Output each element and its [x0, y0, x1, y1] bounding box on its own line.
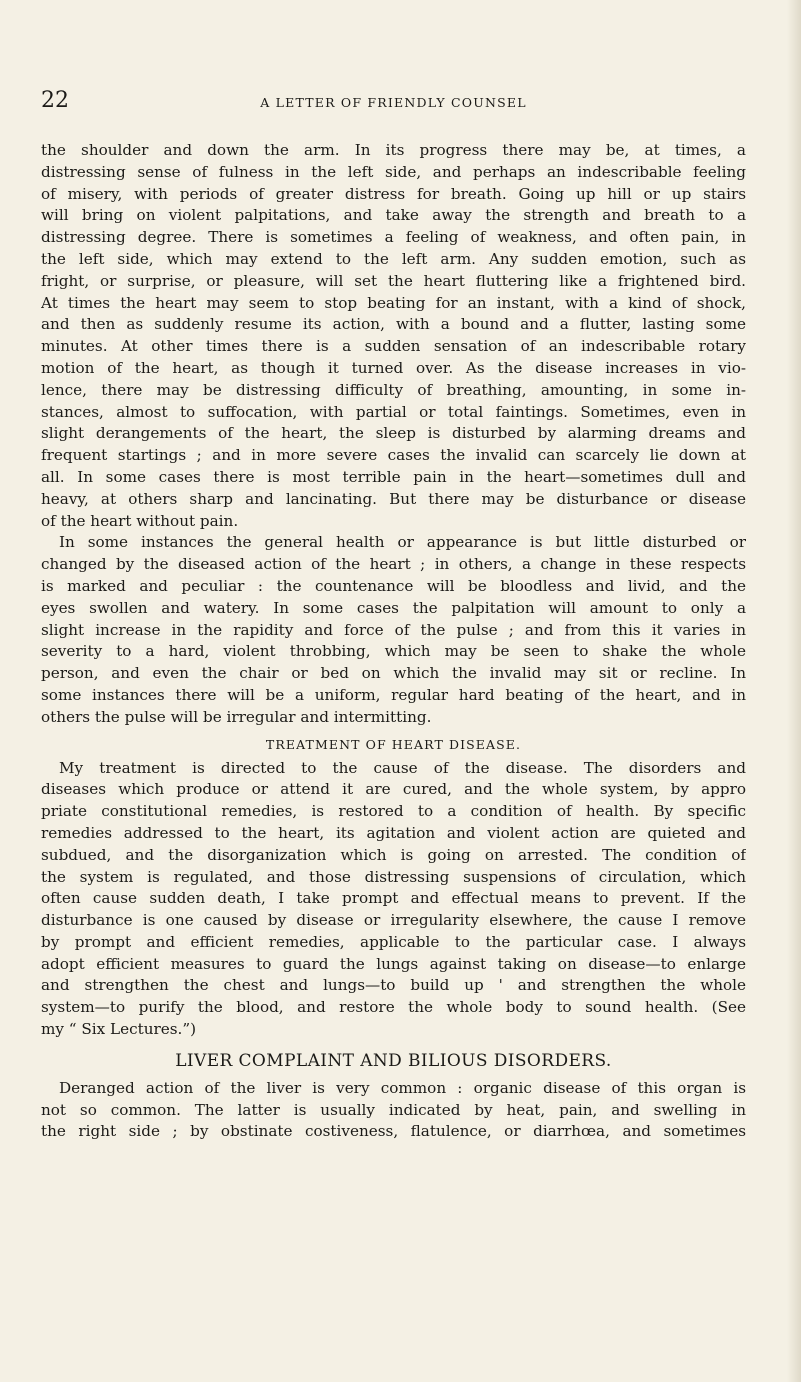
text-line: priate constitutional remedies, is restored to a condition of health. By specific: [41, 802, 746, 821]
paragraph-general-health: [41, 532, 746, 728]
text-line: heavy, at others sharp and lancinating. But there may be disturbance or disease: [41, 489, 746, 508]
text-line: and strengthen the chest and lungs—to build up ' and strengthen the whole: [41, 976, 746, 995]
text-line: others the pulse will be irregular and intermitting.: [41, 707, 432, 726]
text-line: subdued, and the disorganization which is going on arrested. The condition of: [41, 845, 746, 864]
text-line: distressing sense of fulness in the left side, and perhaps an indescribable feeling: [41, 162, 746, 181]
text-line: changed by the diseased action of the heart ; in others, a change in these respects: [41, 555, 746, 574]
text-line: remedies addressed to the heart, its agitation and violent action are quieted and: [41, 823, 746, 842]
text-line: frequent startings ; and in more severe cases the invalid can scarcely lie down at: [41, 446, 746, 465]
text-line: lence, there may be distressing difficulty of breathing, amounting, in some in-: [41, 380, 746, 399]
text-line: of the heart without pain.: [41, 511, 239, 530]
text-line: the shoulder and down the arm. In its progress there may be, at times, a: [41, 141, 746, 159]
text-line: often cause sudden death, I take prompt and effectual means to prevent. If the: [41, 889, 746, 908]
text-line: the system is regulated, and those distressing suspensions of circulation, which: [41, 867, 746, 886]
text-line: some instances there will be a uniform, regular hard beating of the heart, and in: [41, 685, 746, 704]
text-line: person, and even the chair or bed on which the invalid may sit or recline. In: [41, 664, 746, 683]
text-line: adopt efficient measures to guard the lungs against taking on disease—to enlarge: [41, 954, 746, 973]
text-line: the left side, which may extend to the left arm. Any sudden emotion, such as: [41, 249, 746, 268]
section-heading-liver: LIVER COMPLAINT AND BILIOUS DISORDERS.: [175, 1050, 612, 1071]
text-line: will bring on violent palpitations, and take away the strength and breath to a: [41, 206, 746, 225]
text-line: slight derangements of the heart, the sleep is disturbed by alarming dreams and: [41, 424, 746, 443]
text-line: slight increase in the rapidity and force of the pulse ; and from this it varies in: [41, 620, 746, 639]
page-edge-shadow: [787, 0, 801, 1382]
running-title: A LETTER OF FRIENDLY COUNSEL: [260, 95, 527, 110]
text-line: eyes swollen and watery. In some cases the palpitation will amount to only a: [41, 598, 746, 617]
section-heading-treatment: TREATMENT OF HEART DISEASE.: [265, 736, 522, 752]
text-line: minutes. At other times there is a sudden sensation of an indescribable rotary: [41, 337, 746, 356]
paragraph-liver: [41, 1078, 746, 1143]
text-line: my “ Six Lectures.”): [41, 1020, 197, 1039]
text-line: by prompt and efficient remedies, applicable to the particular case. I always: [41, 932, 746, 951]
text-line: diseases which produce or attend it are cured, and the whole system, by appro: [41, 780, 746, 799]
text-line: fright, or surprise, or pleasure, will set the heart fluttering like a frightened bird.: [41, 271, 746, 290]
running-head: [41, 90, 746, 120]
page-number: 22: [41, 88, 69, 113]
text-line: not so common. The latter is usually indicated by heat, pain, and swelling in: [41, 1100, 746, 1119]
text-line: of misery, with periods of greater distress for breath. Going up hill or up stairs: [41, 184, 746, 203]
text-line: disturbance is one caused by disease or irregularity elsewhere, the cause I remove: [41, 911, 746, 930]
text-line: stances, almost to suffocation, with partial or total faintings. Sometimes, even in: [41, 402, 746, 421]
text-line: At times the heart may seem to stop beating for an instant, with a kind of shock,: [41, 293, 746, 312]
text-line: distressing degree. There is sometimes a feeling of weakness, and often pain, in: [41, 228, 746, 247]
body-text: [41, 140, 746, 1143]
text-line: motion of the heart, as though it turned over. As the disease increases in vio-: [41, 358, 746, 377]
text-line: In some instances the general health or appearance is but little disturbed or: [59, 533, 746, 552]
text-line: the right side ; by obstinate costiveness, flatulence, or diarrhœa, and sometimes: [41, 1122, 746, 1141]
text-line: is marked and peculiar : the countenance will be bloodless and livid, and the: [41, 576, 746, 595]
text-line: My treatment is directed to the cause of the disease. The disorders and: [59, 758, 746, 777]
paragraph-treatment: [41, 758, 746, 1041]
text-line: and then as suddenly resume its action, with a bound and a flutter, lasting some: [41, 315, 746, 334]
text-line: Deranged action of the liver is very common : organic disease of this organ is: [59, 1078, 746, 1097]
text-line: severity to a hard, violent throbbing, which may be seen to shake the whole: [41, 642, 746, 661]
paragraph-symptoms: [41, 140, 746, 532]
text-line: all. In some cases there is most terrible pain in the heart—sometimes dull and: [41, 467, 746, 486]
text-line: system—to purify the blood, and restore the whole body to sound health. (See: [41, 998, 746, 1017]
